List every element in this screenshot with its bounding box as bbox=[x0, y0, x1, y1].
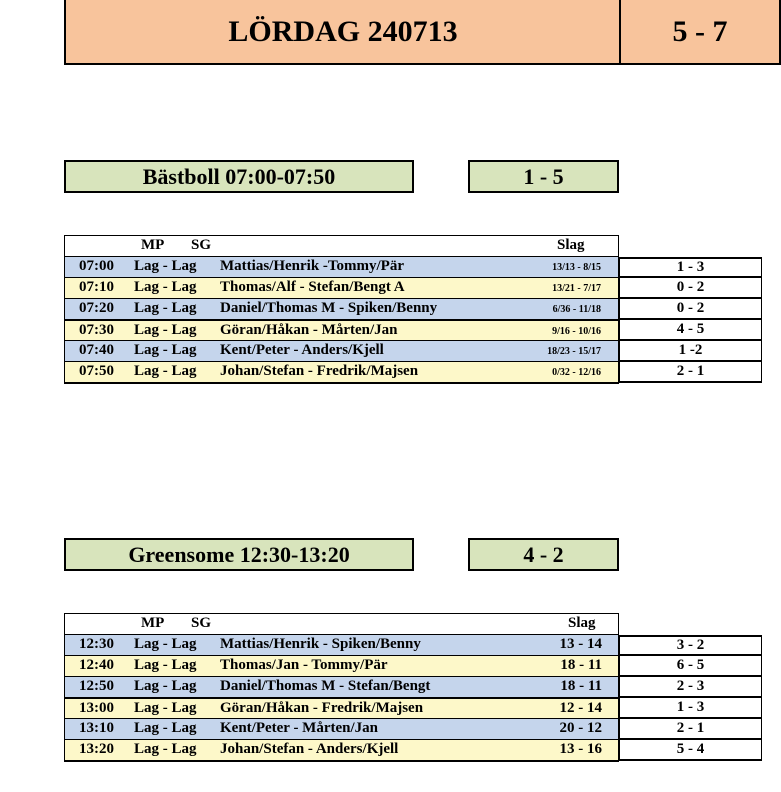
section-title-bastboll: Bästboll 07:00-07:50 bbox=[64, 160, 414, 193]
result-cell: 1 - 3 bbox=[619, 698, 762, 719]
result-cell: 1 -2 bbox=[619, 341, 762, 362]
result-cell: 3 - 2 bbox=[619, 635, 762, 656]
row-slag: 9/16 - 10/16 bbox=[552, 326, 601, 337]
result-cell: 0 - 2 bbox=[619, 299, 762, 320]
section-score-bastboll: 1 - 5 bbox=[468, 160, 619, 193]
row-slag: 6/36 - 11/18 bbox=[552, 304, 601, 315]
result-cell: 2 - 1 bbox=[619, 362, 762, 383]
row-time: 07:30 bbox=[79, 322, 114, 338]
section-title-greensome: Greensome 12:30-13:20 bbox=[64, 538, 414, 571]
row-match: Mattias/Henrik -Tommy/Pär bbox=[220, 258, 405, 274]
column-header-mp: MP bbox=[141, 615, 165, 631]
result-cell: 4 - 5 bbox=[619, 320, 762, 341]
table-row bbox=[65, 655, 618, 676]
row-match: Mattias/Henrik - Spiken/Benny bbox=[220, 636, 421, 652]
row-slag: 13/21 - 7/17 bbox=[552, 283, 601, 294]
row-slag: 13 - 14 bbox=[559, 636, 602, 652]
match-table-greensome bbox=[64, 613, 619, 762]
result-cell: 0 - 2 bbox=[619, 278, 762, 299]
row-time: 12:50 bbox=[79, 678, 114, 694]
row-lag: Lag - Lag bbox=[134, 657, 197, 673]
row-slag: 13/13 - 8/15 bbox=[552, 262, 601, 273]
table-row bbox=[65, 718, 618, 739]
row-time: 07:50 bbox=[79, 363, 114, 379]
table-row bbox=[65, 256, 618, 277]
table-row bbox=[65, 739, 618, 760]
column-header-slag: Slag bbox=[557, 237, 585, 253]
row-time: 13:10 bbox=[79, 720, 114, 736]
row-lag: Lag - Lag bbox=[134, 741, 197, 757]
row-slag: 13 - 16 bbox=[559, 741, 602, 757]
row-match: Johan/Stefan - Fredrik/Majsen bbox=[220, 363, 419, 379]
row-lag: Lag - Lag bbox=[134, 342, 197, 358]
table-row bbox=[65, 697, 618, 718]
section-score-greensome: 4 - 2 bbox=[468, 538, 619, 571]
table-row bbox=[65, 340, 618, 361]
table-header bbox=[65, 614, 618, 634]
table-row bbox=[65, 676, 618, 697]
row-time: 12:40 bbox=[79, 657, 114, 673]
row-time: 13:20 bbox=[79, 741, 114, 757]
row-lag: Lag - Lag bbox=[134, 636, 197, 652]
row-lag: Lag - Lag bbox=[134, 678, 197, 694]
row-match: Kent/Peter - Anders/Kjell bbox=[220, 342, 384, 358]
row-time: 13:00 bbox=[79, 700, 114, 716]
row-slag: 18 - 11 bbox=[560, 678, 602, 694]
column-header-slag: Slag bbox=[568, 615, 596, 631]
column-header-mp: MP bbox=[141, 237, 165, 253]
result-cell: 1 - 3 bbox=[619, 257, 762, 278]
page-title: LÖRDAG 240713 bbox=[64, 0, 620, 65]
result-cell: 5 - 4 bbox=[619, 740, 762, 761]
table-row bbox=[65, 277, 618, 298]
row-lag: Lag - Lag bbox=[134, 300, 197, 316]
row-match: Kent/Peter - Mårten/Jan bbox=[220, 720, 379, 736]
row-slag: 20 - 12 bbox=[559, 720, 602, 736]
row-lag: Lag - Lag bbox=[134, 322, 197, 338]
row-match: Johan/Stefan - Anders/Kjell bbox=[220, 741, 399, 757]
result-cell: 2 - 1 bbox=[619, 719, 762, 740]
row-time: 07:40 bbox=[79, 342, 114, 358]
row-time: 07:20 bbox=[79, 300, 114, 316]
column-header-sg: SG bbox=[191, 615, 212, 631]
row-match: Daniel/Thomas M - Spiken/Benny bbox=[220, 300, 438, 316]
row-match: Daniel/Thomas M - Stefan/Bengt bbox=[220, 678, 431, 694]
row-lag: Lag - Lag bbox=[134, 720, 197, 736]
row-slag: 0/32 - 12/16 bbox=[552, 367, 601, 378]
match-table-bastboll bbox=[64, 235, 619, 384]
table-header bbox=[65, 236, 618, 256]
table-row bbox=[65, 634, 618, 655]
row-match: Thomas/Alf - Stefan/Bengt A bbox=[220, 279, 405, 295]
row-match: Göran/Håkan - Mårten/Jan bbox=[220, 322, 398, 338]
row-slag: 18 - 11 bbox=[560, 657, 602, 673]
row-time: 07:00 bbox=[79, 258, 114, 274]
row-time: 12:30 bbox=[79, 636, 114, 652]
table-row bbox=[65, 319, 618, 340]
total-score: 5 - 7 bbox=[619, 0, 781, 65]
row-match: Thomas/Jan - Tommy/Pär bbox=[220, 657, 388, 673]
row-lag: Lag - Lag bbox=[134, 279, 197, 295]
row-lag: Lag - Lag bbox=[134, 363, 197, 379]
row-lag: Lag - Lag bbox=[134, 700, 197, 716]
table-row bbox=[65, 361, 618, 382]
table-row bbox=[65, 298, 618, 319]
result-cell: 6 - 5 bbox=[619, 656, 762, 677]
row-lag: Lag - Lag bbox=[134, 258, 197, 274]
row-slag: 18/23 - 15/17 bbox=[547, 346, 601, 357]
row-slag: 12 - 14 bbox=[559, 700, 602, 716]
row-time: 07:10 bbox=[79, 279, 114, 295]
column-header-sg: SG bbox=[191, 237, 212, 253]
result-cell: 2 - 3 bbox=[619, 677, 762, 698]
row-match: Göran/Håkan - Fredrik/Majsen bbox=[220, 700, 424, 716]
